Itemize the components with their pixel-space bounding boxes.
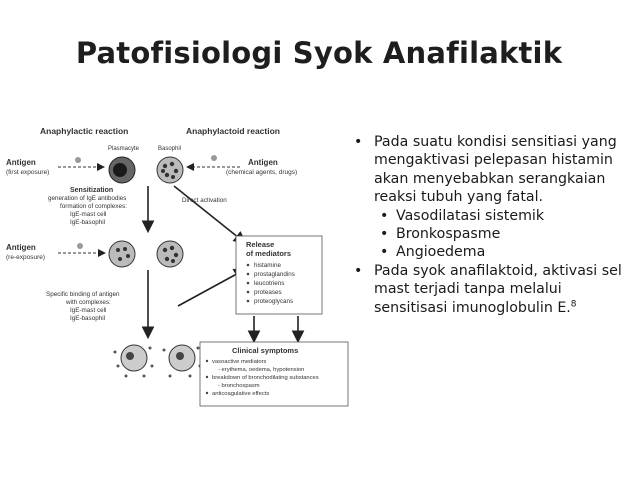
basophil-label: Basophil bbox=[158, 146, 182, 152]
antigen-first-label: Antigen bbox=[6, 158, 36, 167]
bullet-item: • Pada syok anafilaktoid, aktivasi sel mast terjadi tanpa melalui sensitisasi imunoglobulin E.$^8$ bbox=[342, 262, 632, 317]
clinical-title: Clinical symptoms bbox=[232, 346, 299, 355]
sub-bullet-item: • Angioedema bbox=[342, 243, 632, 261]
pathophysiology-diagram bbox=[0, 120, 360, 420]
antigen-re-star-icon bbox=[77, 243, 83, 249]
citation-sup: 8 bbox=[570, 298, 577, 309]
degranulated-mast-cell bbox=[114, 345, 154, 378]
release-item: proteases bbox=[254, 289, 282, 296]
mast-cell bbox=[109, 241, 135, 267]
sensitization-line: IgE-basophil bbox=[70, 219, 106, 226]
sensitization-line: generation of IgE antibodies bbox=[48, 195, 127, 202]
antigen-re-label: Antigen bbox=[6, 243, 36, 252]
antigen-first-sub: (first exposure) bbox=[6, 169, 50, 176]
plasmacyte-label: Plasmacyte bbox=[108, 146, 140, 152]
sub-bullet-item: • Bronkospasme bbox=[342, 225, 632, 243]
release-item: prostaglandins bbox=[254, 271, 295, 278]
binding-line: IgE-mast cell bbox=[70, 307, 107, 314]
header-anaphylactoid: Anaphylactoid reaction bbox=[186, 126, 280, 136]
antigen-star-icon bbox=[75, 157, 81, 163]
antigen-right-sub: (chemical agents, drugs) bbox=[226, 169, 298, 176]
clinical-item: - bronchospasm bbox=[218, 383, 260, 389]
release-title-2: of mediators bbox=[246, 249, 292, 258]
sensitization-title: Sensitization bbox=[70, 187, 114, 194]
release-item: leucotriens bbox=[254, 280, 285, 287]
clinical-item: - erythema, oedema, hypotension bbox=[218, 367, 305, 373]
basophil-cell bbox=[157, 157, 183, 183]
plasmacyte-cell bbox=[109, 157, 135, 183]
clinical-item: anticoagulative effects bbox=[212, 391, 270, 397]
page-title: Patofisiologi Syok Anafilaktik bbox=[75, 36, 563, 70]
sensitization-line: IgE-mast cell bbox=[70, 211, 107, 218]
antigen-re-sub: (re-exposure) bbox=[6, 254, 46, 261]
sub-bullet-item: • Vasodilatasi sistemik bbox=[342, 207, 632, 225]
degranulated-basophil bbox=[163, 345, 202, 378]
basophil-cell-2 bbox=[157, 241, 183, 267]
clinical-item: breakdown of bronchodilating substances bbox=[212, 375, 319, 381]
release-item: histamine bbox=[254, 262, 281, 269]
binding-line: IgE-basophil bbox=[70, 315, 106, 322]
direct-activation-label: Direct activation bbox=[182, 197, 227, 204]
bullet-item: • Pada suatu kondisi sensitiasi yang mengaktivasi pelepasan histamin akan menyebabkan serangkaian reaksi tubuh yang fatal. bbox=[342, 133, 632, 207]
antigen-right-star-icon bbox=[211, 155, 217, 161]
bullet-list bbox=[342, 133, 632, 317]
header-anaphylactic: Anaphylactic reaction bbox=[40, 126, 129, 136]
arrow-to-release bbox=[178, 270, 244, 306]
arrow-direct-activation bbox=[174, 186, 244, 242]
clinical-item: vasoactive mediators bbox=[212, 359, 267, 365]
sensitization-line: formation of complexes: bbox=[60, 203, 127, 210]
release-item: proteoglycans bbox=[254, 298, 294, 305]
release-title: Release bbox=[246, 240, 275, 249]
binding-line: with complexes: bbox=[66, 299, 111, 306]
binding-line: Specific binding of antigen bbox=[46, 291, 120, 298]
antigen-right-label: Antigen bbox=[248, 158, 278, 167]
